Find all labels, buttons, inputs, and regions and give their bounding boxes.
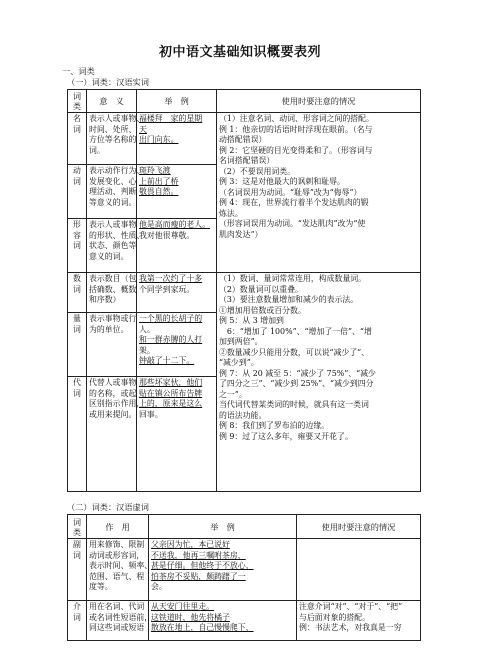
t2-header-notes: 使用时要注意的情况 bbox=[297, 515, 421, 539]
word-class-function: 用来修饰、限制 动词或形容词， 表示时间、频率、 范围、语气、程 度等。 bbox=[87, 539, 149, 601]
word-class-examples: 一个黑的长胡子的 人。 和一群赤膊的人打 架。 钟敲了十二下。 bbox=[137, 313, 217, 377]
t1-header-examples: 举 例 bbox=[137, 90, 217, 113]
function-words-table bbox=[67, 514, 421, 641]
word-class-name: 量 词 bbox=[68, 313, 87, 377]
word-class-notes: （1）数词、量词常常连用，构成数量词。 （2）数量词可以重叠。 （3）要注意数量增加和减少的表示法。 ①增加用倍数或百分数。 例 5：从 3 增加到 6：“增加了 100%”、“增加了一倍”、“增 加到两倍”。 ②数量减少只能用分数，可以说“减少了”、 “减少到”。 例 7：从 20 减至 5：“减少了 75%”、“减少 了四分之三”、“减少到 25%”、“减少到四分 之一”。 当代词代替某类词的时候，就具有这一类词 的语法功能。 例 8：我们到了罗布泊的边缘。 例 9：过了这么多年，雍要又开花了。 bbox=[217, 273, 421, 492]
t2-header-examples: 举 例 bbox=[149, 515, 297, 539]
word-class-meaning: 表示人或事物 的形状、性质、 状态、颜色等 意义的词。 bbox=[87, 219, 137, 273]
word-class-meaning: 表示数目（包 括确数、概数 和序数） bbox=[87, 273, 137, 313]
word-class-meaning: 表示动作行为、 发展变化、心 理活动、判断 等意义的词。 bbox=[87, 165, 137, 219]
word-class-name: 名 词 bbox=[68, 113, 87, 165]
table-row bbox=[68, 273, 421, 313]
word-class-notes: （1）注意名词、动词、形容词之间的搭配。 例 1：他亲切的话语时时浮现在眼前。（名与 动搭配错误） 例 2：它坚硬的目光变得柔和了。（形容词与 名词搭配错误） （2）不要误用词类。 例 3：这是对他最大的讽刺和耻辱。 （名词误用为动词。“耻辱”改为“侮辱”） 例 4：现在，世界流行着半个发达肌肉的锻 炼法。 （形容词误用为动词。“发达肌肉”改为“使 肌肉发达”） bbox=[217, 113, 421, 273]
word-class-examples: 从天安门往里走。 这铁道时，他先将橘子 散放在地上，自己慢慢爬下， bbox=[149, 601, 297, 641]
word-class-examples: 斑羚飞渡 上前出了桥 敬畏自然。 bbox=[137, 165, 217, 219]
section-heading-word-classes: 一、词类 bbox=[62, 66, 95, 76]
word-class-function: 用在名词、代词 或名词性短语前， 同这些词或短语 bbox=[87, 601, 149, 641]
word-class-name: 副 词 bbox=[68, 539, 87, 601]
table-row bbox=[68, 113, 421, 165]
word-class-examples: 那些坏家伙，他们 贴在镇公所布告牌 上的，原来是这么 回事。 bbox=[137, 377, 217, 492]
word-class-notes bbox=[297, 539, 421, 601]
word-class-name: 动 词 bbox=[68, 165, 87, 219]
t1-header-notes: 使用时要注意的情况 bbox=[217, 90, 421, 113]
subsection-heading-function-words: （二）词类：汉语虚词 bbox=[67, 502, 149, 512]
word-class-meaning: 表示事物或行 为的单位。 bbox=[87, 313, 137, 377]
word-class-name: 代 词 bbox=[68, 377, 87, 492]
word-class-meaning: 表示人或事物、 时间、处所、 方位等名称的 词。 bbox=[87, 113, 137, 165]
word-class-meaning: 代替人或事物 的名称，或起 区别指示作用， 或用来提问。 bbox=[87, 377, 137, 492]
document-title: 初中语文基础知识概要表列 bbox=[158, 45, 321, 60]
subsection-heading-content-words: （一）词类：汉语实词 bbox=[67, 77, 149, 87]
table-row bbox=[68, 601, 421, 641]
word-class-examples: 他是高而瘦的老人。 我对他很尊敬。 bbox=[137, 219, 217, 273]
t1-header-class: 词类 bbox=[68, 90, 87, 113]
word-class-name: 形 容 词 bbox=[68, 219, 87, 273]
content-words-table bbox=[67, 89, 421, 492]
t2-header-class: 词类 bbox=[68, 515, 87, 539]
table-row bbox=[68, 539, 421, 601]
word-class-notes: 注意介词“对”、“对于”、“把” 与后面对象的搭配。 例：书法艺术，对我真是一穷 bbox=[297, 601, 421, 641]
word-class-examples: 父亲因为忙，本已说好 不送我，他再三嘱咐茶房， 甚是仔细。但他终于不放心， 怕茶房不妥贴，颇踌躇了一 会。 bbox=[149, 539, 297, 601]
t1-header-meaning: 意 义 bbox=[87, 90, 137, 113]
t2-header-function: 作 用 bbox=[87, 515, 149, 539]
word-class-name: 介 词 bbox=[68, 601, 87, 641]
word-class-name: 数 词 bbox=[68, 273, 87, 313]
word-class-examples: 我第一次约了十多 个同学到家玩。 bbox=[137, 273, 217, 313]
word-class-examples: 福楼拜 家的星期 天 出门向东。 bbox=[137, 113, 217, 165]
